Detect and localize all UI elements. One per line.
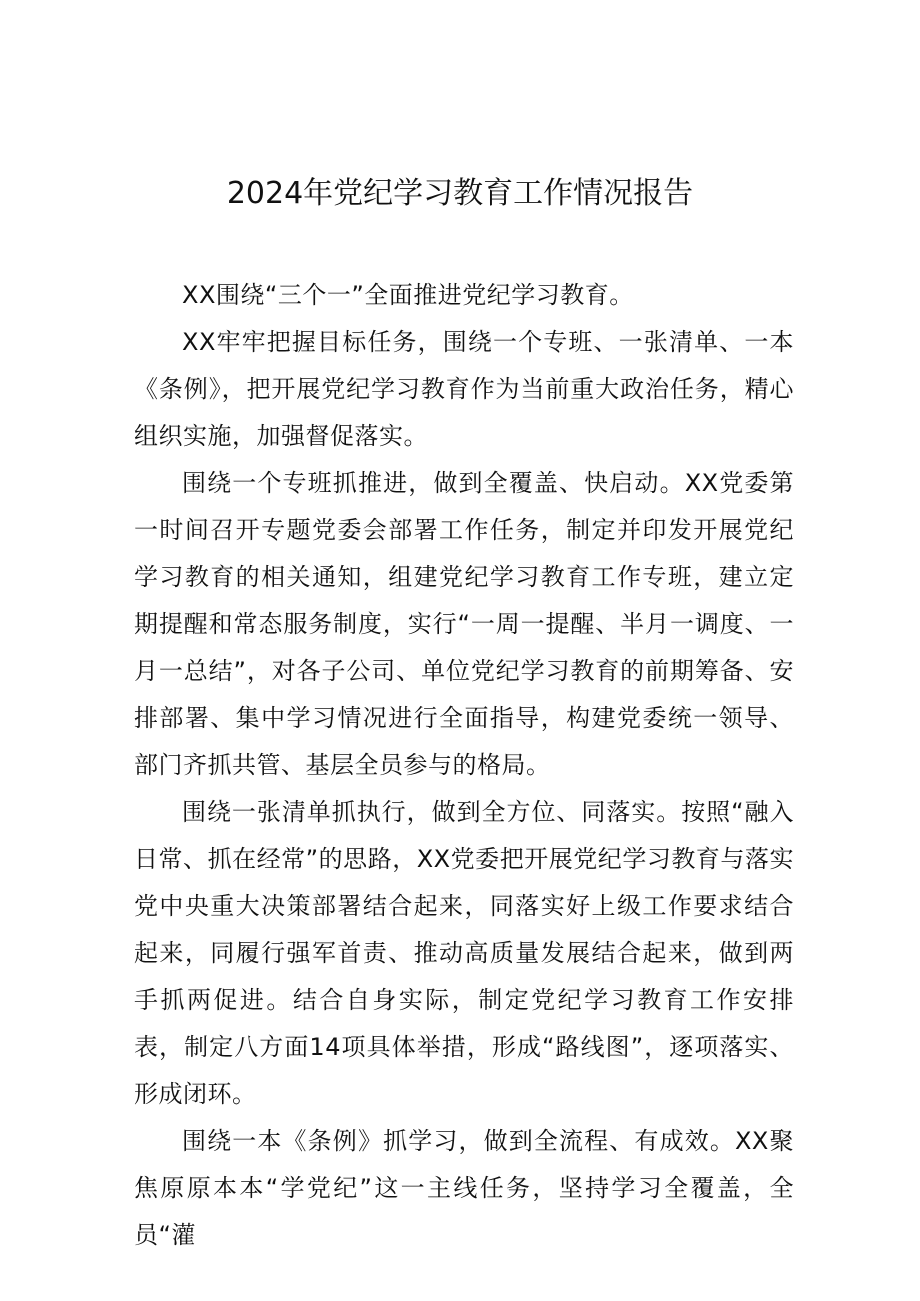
document-body — [134, 272, 794, 1259]
paragraph-regulations: 围绕一本《条例》抓学习，做到全流程、有成效。XX聚焦原原本本“学党纪”这一主线任务，坚持学习全覆盖，全员“灌 — [134, 1127, 794, 1249]
paragraph-goals: XX牢牢把握目标任务，围绕一个专班、一张清单、一本《条例》，把开展党纪学习教育作为当前重大政治任务，精心组织实施，加强督促落实。 — [134, 328, 794, 450]
paragraph-task-force: 围绕一个专班抓推进，做到全覆盖、快启动。XX党委第一时间召开专题党委会部署工作任务，制定并印发开展党纪学习教育的相关通知，组建党纪学习教育工作专班，建立定期提醒和常态服务制度，实行“一周一提醒、半月一调度、一月一总结”，对各子公司、单位党纪学习教育的前期筹备、安排部署、集中学习情况进行全面指导，构建党委统一领导、部门齐抓共管、基层全员参与的格局。 — [134, 469, 794, 779]
paragraph-checklist: 围绕一张清单抓执行，做到全方位、同落实。按照“融入日常、抓在经常”的思路，XX党委把开展党纪学习教育与落实党中央重大决策部署结合起来，同落实好上级工作要求结合起来，同履行强军首责、推动高质量发展结合起来，做到两手抓两促进。结合自身实际，制定党纪学习教育工作安排表，制定八方面14项具体举措，形成“路线图”，逐项落实、形成闭环。 — [134, 798, 794, 1108]
document-title: 2024年党纪学习教育工作情况报告 — [226, 176, 694, 211]
paragraph-intro: XX围绕“三个一”全面推进党纪学习教育。 — [182, 281, 634, 309]
